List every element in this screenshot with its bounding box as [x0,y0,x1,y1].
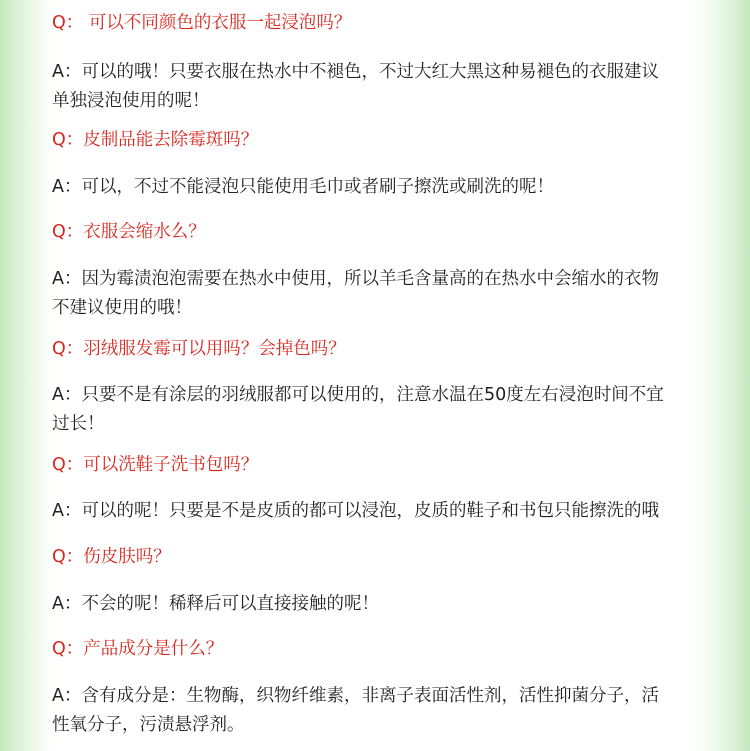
faq-question: Q：伤皮肤吗？ [52,547,171,567]
faq-question: Q： 可以不同颜色的衣服一起浸泡吗？ [52,13,352,33]
faq-question: Q：羽绒服发霉可以用吗？会掉色吗？ [52,339,346,359]
faq-answer: A：不会的呢！稀释后可以直接接触的呢！ [52,594,379,614]
faq-answer: A：可以，不过不能浸泡只能使用毛巾或者刷子擦洗或刷洗的呢！ [52,177,554,197]
faq-answer: A：含有成分是：生物酶，织物纤维素，非离子表面活性剂，活性抑菌分子，活 性氧分子，污渍悬浮剂。 [52,686,659,735]
faq-question: Q：皮制品能去除霉斑吗？ [52,130,259,150]
faq-question: Q：产品成分是什么？ [52,639,224,659]
faq-question: Q：可以洗鞋子洗书包吗？ [52,455,259,475]
faq-answer: A：可以的呢！只要是不是皮质的都可以浸泡，皮质的鞋子和书包只能擦洗的哦 [52,501,659,521]
faq-answer: A：因为霉渍泡泡需要在热水中使用，所以羊毛含量高的在热水中会缩水的衣物 不建议使用的哦！ [52,269,659,318]
faq-answer: A：只要不是有涂层的羽绒服都可以使用的，注意水温在50度左右浸泡时间不宜 过长！ [52,385,664,434]
faq-question: Q：衣服会缩水么？ [52,222,206,242]
faq-answer: A：可以的哦！只要衣服在热水中不褪色，不过大红大黑这种易褪色的衣服建议 单独浸泡使用的呢！ [52,62,659,111]
